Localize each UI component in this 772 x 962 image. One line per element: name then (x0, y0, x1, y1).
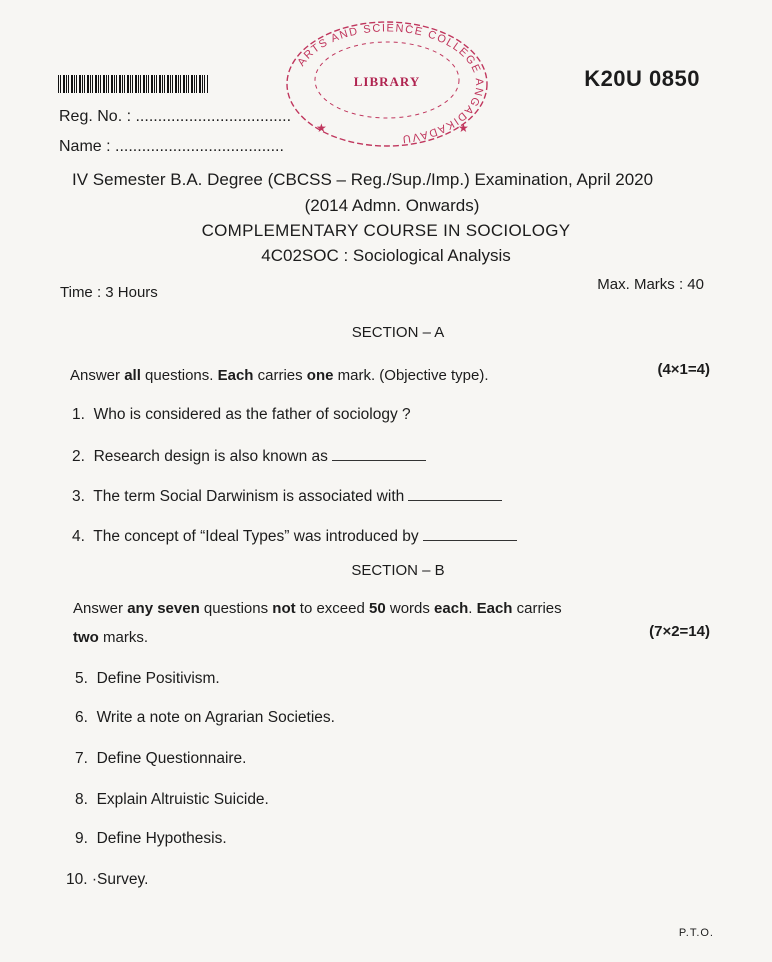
svg-text:★: ★ (458, 121, 469, 135)
svg-text:★: ★ (316, 121, 327, 135)
section-b-instruction-line2: two marks. (73, 629, 148, 646)
stamp-center-text: LIBRARY (353, 74, 421, 89)
section-a-instruction: Answer all questions. Each carries one mark. (Objective type). (70, 367, 489, 384)
pto-label: P.T.O. (678, 927, 714, 939)
time-label: Time : 3 Hours (60, 284, 158, 301)
question-7: 7. Define Questionnaire. (75, 750, 247, 767)
exam-title: IV Semester B.A. Degree (CBCSS – Reg./Sup./Imp.) Examination, April 2020 (72, 170, 654, 189)
question-2: 2. Research design is also known as (72, 448, 426, 466)
library-stamp (276, 14, 498, 154)
question-6: 6. Write a note on Agrarian Societies. (75, 709, 335, 726)
course-title: COMPLEMENTARY COURSE IN SOCIOLOGY (201, 221, 571, 240)
answer-blank (332, 459, 426, 461)
paper-title: 4C02SOC : Sociological Analysis (261, 246, 511, 265)
section-b-title: SECTION – B (351, 562, 445, 579)
question-1: 1. Who is considered as the father of sociology ? (72, 406, 411, 423)
paper-code: K20U 0850 (584, 66, 700, 91)
question-9: 9. Define Hypothesis. (75, 830, 227, 847)
question-10: 10. ·Survey. (66, 871, 149, 888)
section-b-instruction-line1: Answer any seven questions not to exceed 50 words each. Each carries (73, 600, 562, 617)
answer-blank (408, 499, 502, 501)
section-b-marks: (7×2=14) (649, 623, 710, 640)
admission-note: (2014 Admn. Onwards) (304, 196, 480, 215)
section-a-title: SECTION – A (351, 324, 445, 341)
reg-no-field: Reg. No. : ................................... (59, 108, 292, 125)
answer-blank (423, 539, 517, 541)
barcode (58, 75, 208, 93)
max-marks-label: Max. Marks : 40 (597, 276, 704, 293)
question-4: 4. The concept of “Ideal Types” was introduced by (72, 528, 517, 546)
svg-text:ARTS AND SCIENCE COLLEGE ANGAD: ARTS AND SCIENCE COLLEGE ANGADIKADAVU (295, 22, 486, 145)
name-field: Name : ...................................... (59, 138, 284, 155)
question-3: 3. The term Social Darwinism is associated with (72, 488, 502, 506)
question-5: 5. Define Positivism. (75, 670, 220, 687)
section-a-marks: (4×1=4) (657, 361, 710, 378)
question-8: 8. Explain Altruistic Suicide. (75, 791, 269, 808)
